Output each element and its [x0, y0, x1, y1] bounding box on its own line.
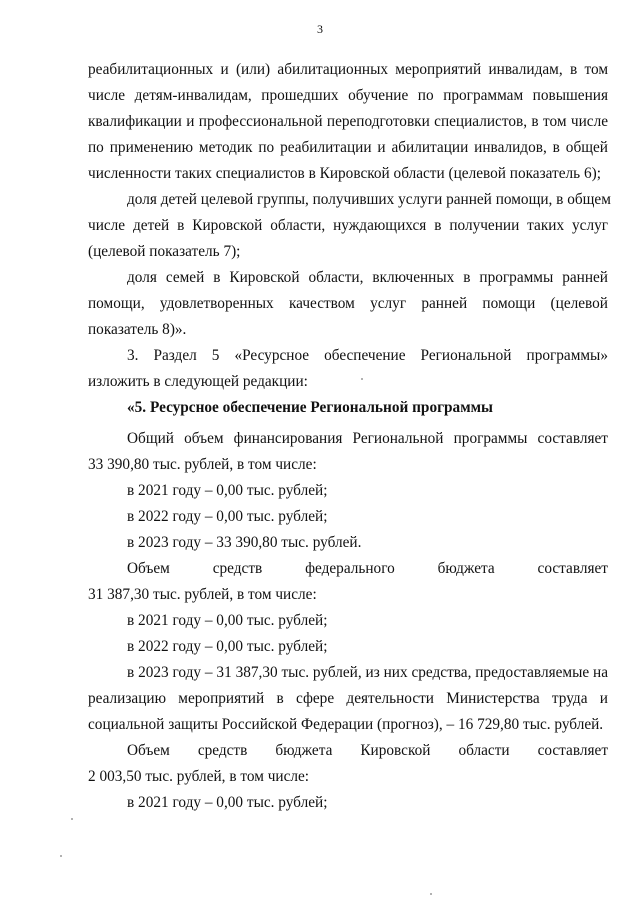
text-line: изложить в следующей редакции: — [88, 373, 308, 390]
scan-speck — [361, 378, 363, 380]
text-line: показатель 8)». — [88, 321, 187, 338]
page-number: 3 — [317, 22, 323, 36]
text-line: по применению методик по реабилитации и абилитации инвалидов, в общей — [88, 139, 608, 156]
text-line: доля семей в Кировской области, включенных в программы ранней — [127, 269, 608, 286]
scan-speck — [60, 855, 62, 857]
text-line: 31 387,30 тыс. рублей, в том числе: — [88, 586, 317, 603]
text-line: в 2023 году – 33 390,80 тыс. рублей. — [127, 534, 362, 551]
text-line: числе детям-инвалидам, прошедших обучение по программам повышения — [88, 87, 608, 104]
text-line: в 2023 году – 31 387,30 тыс. рублей, из них средства, предоставляемые на — [127, 664, 608, 681]
text-line: в 2022 году – 0,00 тыс. рублей; — [127, 638, 328, 655]
text-line: Объем средств федерального бюджета составляет — [127, 560, 608, 577]
text-line: помощи, удовлетворенных качеством услуг ранней помощи (целевой — [88, 295, 608, 312]
scan-speck — [71, 818, 73, 820]
text-line: реабилитационных и (или) абилитационных мероприятий инвалидам, в том — [88, 61, 608, 78]
text-line: доля детей целевой группы, получивших услуги ранней помощи, в общем — [127, 191, 611, 208]
text-line: в 2021 году – 0,00 тыс. рублей; — [127, 612, 328, 629]
text-line: в 2022 году – 0,00 тыс. рублей; — [127, 508, 328, 525]
text-line: численности таких специалистов в Кировской области (целевой показатель 6); — [88, 165, 601, 182]
text-line: (целевой показатель 7); — [88, 243, 241, 260]
text-line: реализацию мероприятий в сфере деятельности Министерства труда и — [88, 690, 608, 707]
text-line: в 2021 году – 0,00 тыс. рублей; — [127, 794, 328, 811]
scan-speck — [430, 893, 432, 895]
text-line: числе детей в Кировской области, нуждающихся в получении таких услуг — [88, 217, 608, 234]
text-line: 3. Раздел 5 «Ресурсное обеспечение Региональной программы» — [127, 347, 608, 364]
text-line: социальной защиты Российской Федерации (прогноз), – 16 729,80 тыс. рублей. — [88, 716, 604, 733]
text-line: 2 003,50 тыс. рублей, в том числе: — [88, 768, 310, 785]
text-line: Объем средств бюджета Кировской области составляет — [127, 742, 608, 759]
section-heading: «5. Ресурсное обеспечение Региональной программы — [127, 399, 493, 416]
text-line: квалификации и профессиональной переподготовки специалистов, в том числе — [88, 113, 608, 130]
text-line: 33 390,80 тыс. рублей, в том числе: — [88, 456, 317, 473]
text-line: Общий объем финансирования Региональной программы составляет — [127, 430, 608, 447]
text-line: в 2021 году – 0,00 тыс. рублей; — [127, 482, 328, 499]
